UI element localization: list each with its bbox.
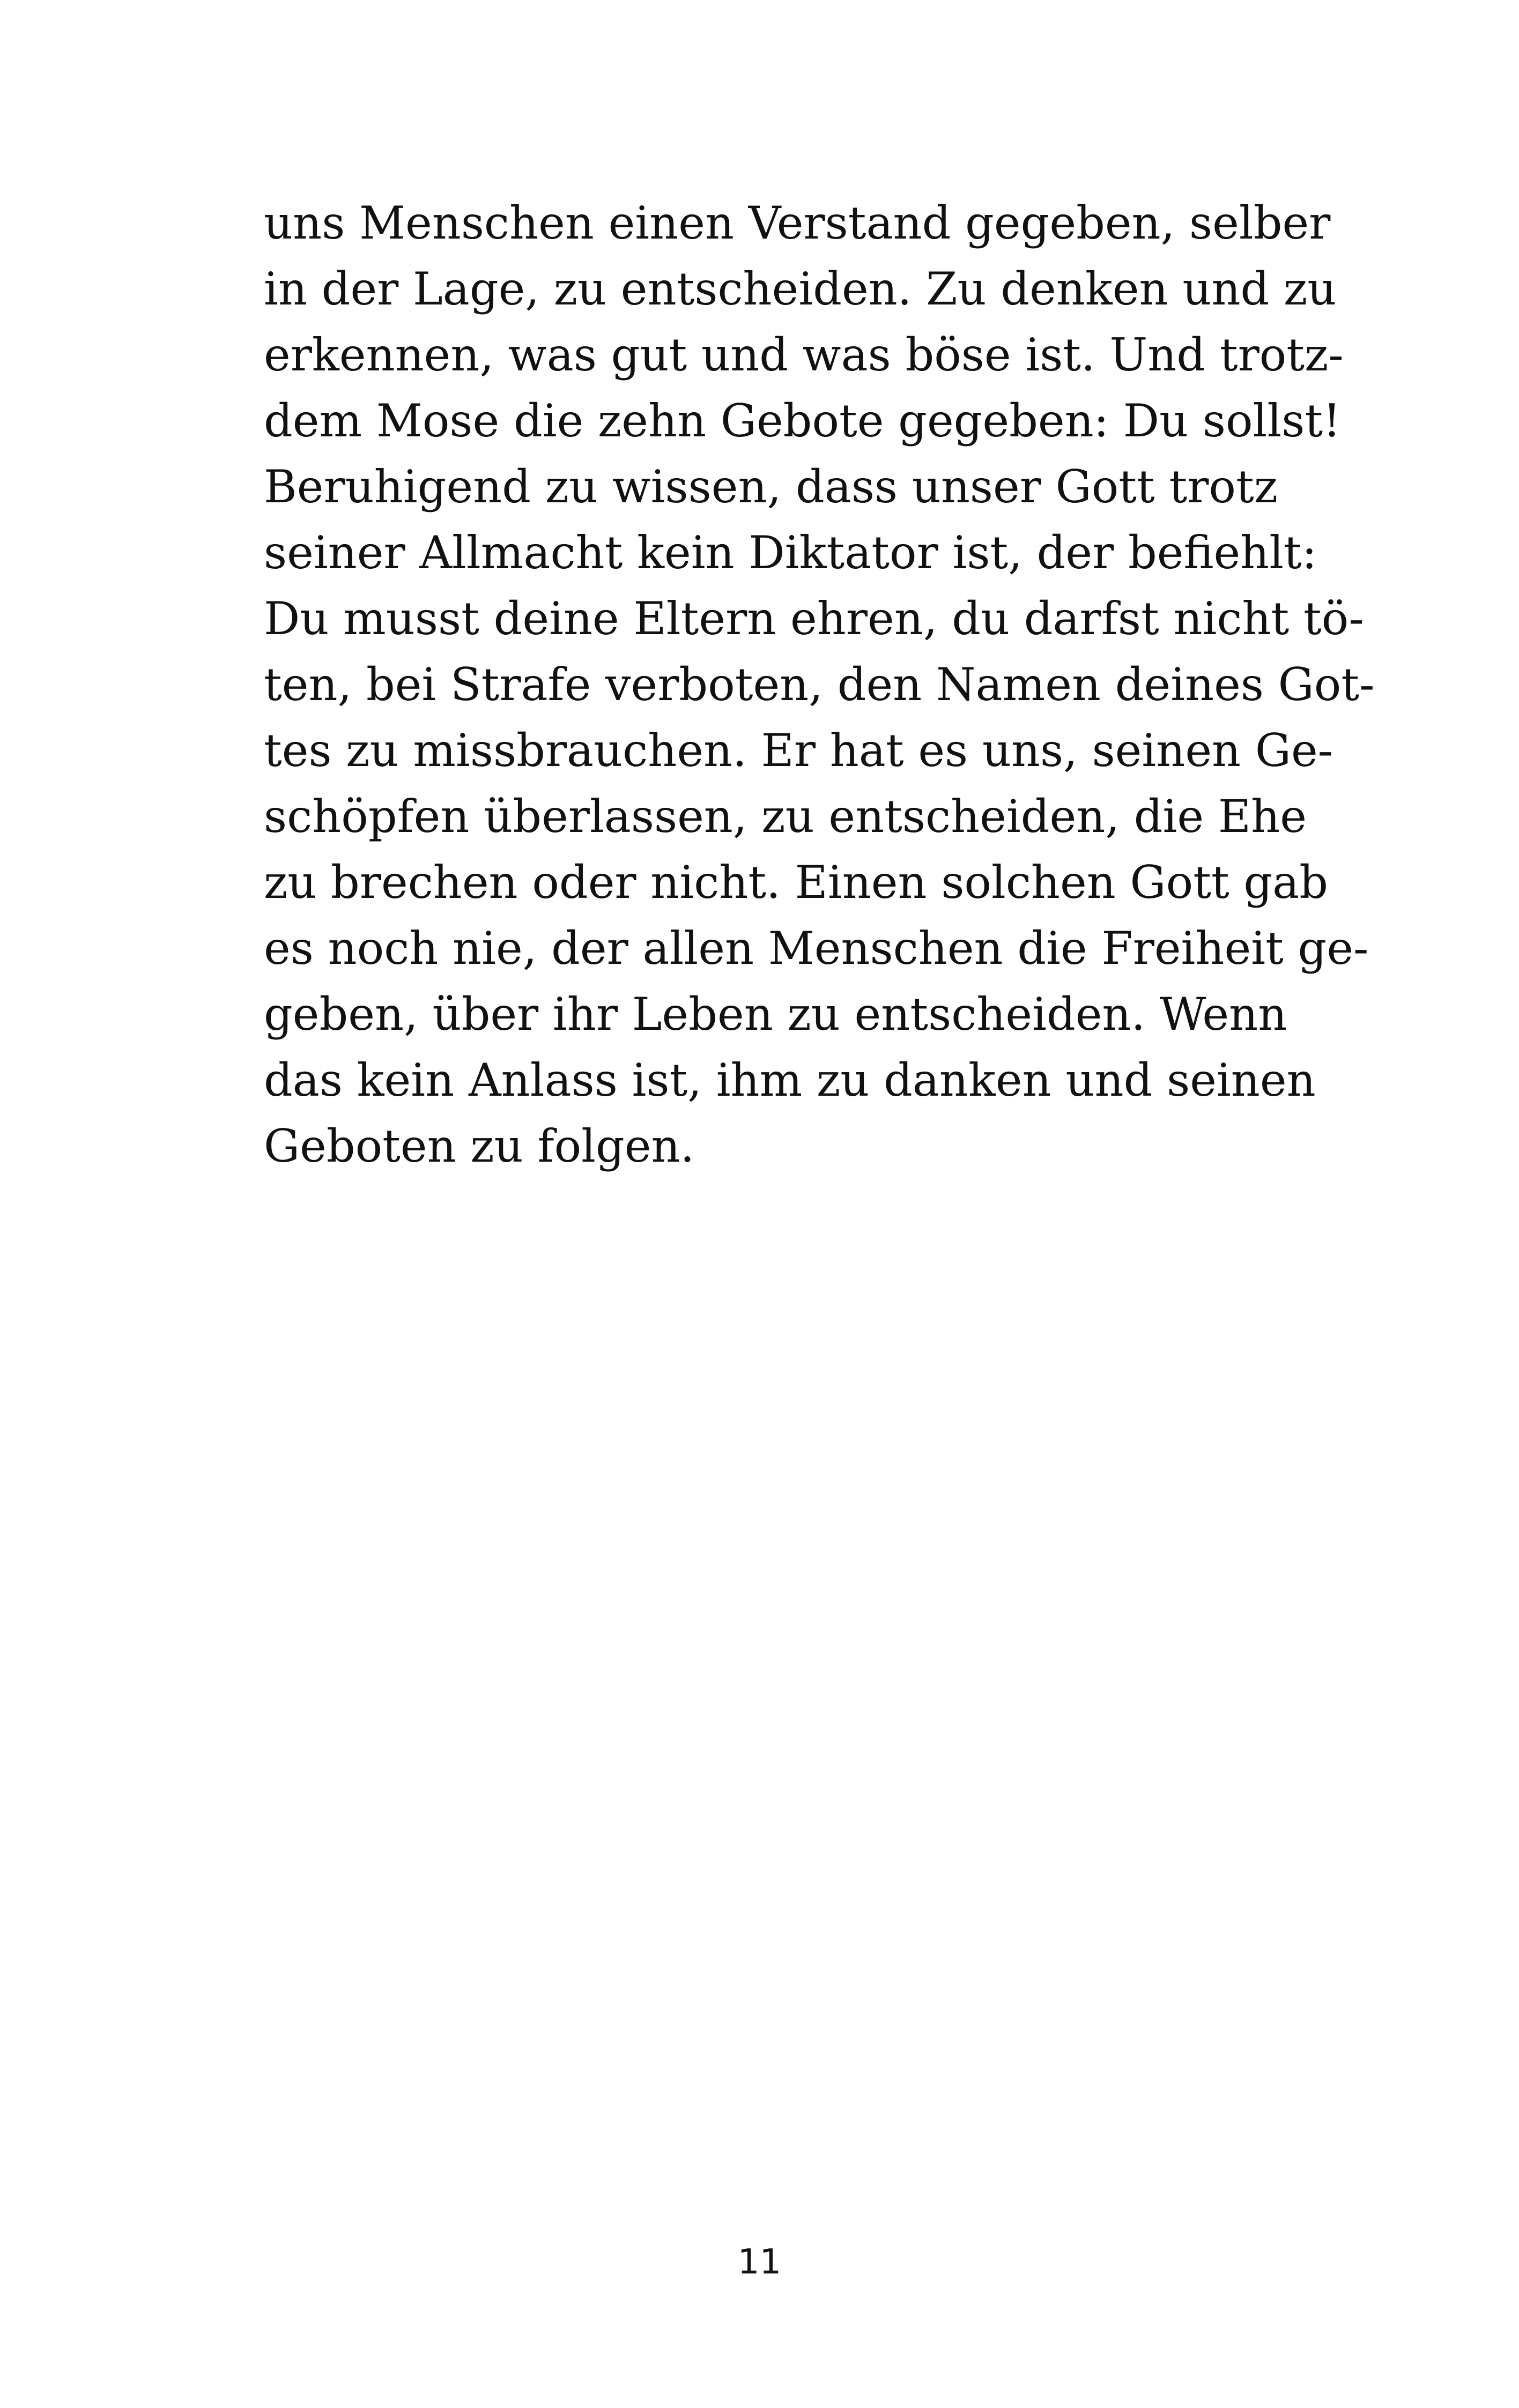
text-line: ten, bei Strafe verboten, den Namen deines Got- <box>264 658 1375 711</box>
body-text <box>264 190 1375 1179</box>
text-line: seiner Allmacht kein Diktator ist, der befiehlt: <box>264 526 1317 579</box>
text-line: dem Mose die zehn Gebote gegeben: Du sollst! <box>264 395 1341 447</box>
text-line: in der Lage, zu entscheiden. Zu denken und zu <box>264 263 1337 315</box>
text-line: es noch nie, der allen Menschen die Freiheit ge- <box>264 922 1369 975</box>
text-line: Du musst deine Eltern ehren, du darfst nicht tö- <box>264 592 1364 645</box>
text-line: schöpfen überlassen, zu entscheiden, die Ehe <box>264 790 1307 843</box>
text-line: tes zu missbrauchen. Er hat es uns, seinen Ge- <box>264 724 1333 777</box>
text-line: erkennen, was gut und was böse ist. Und trotz- <box>264 329 1344 381</box>
text-line: uns Menschen einen Verstand gegeben, selber <box>264 197 1331 249</box>
text-line: Beruhigend zu wissen, dass unser Gott trotz <box>264 460 1278 513</box>
page-number: 11 <box>737 2242 782 2282</box>
text-line: das kein Anlass ist, ihm zu danken und seinen <box>264 1054 1316 1106</box>
text-line: Geboten zu folgen. <box>264 1120 695 1172</box>
text-line: geben, über ihr Leben zu entscheiden. Wenn <box>264 988 1287 1041</box>
text-line: zu brechen oder nicht. Einen solchen Gott gab <box>264 856 1329 909</box>
